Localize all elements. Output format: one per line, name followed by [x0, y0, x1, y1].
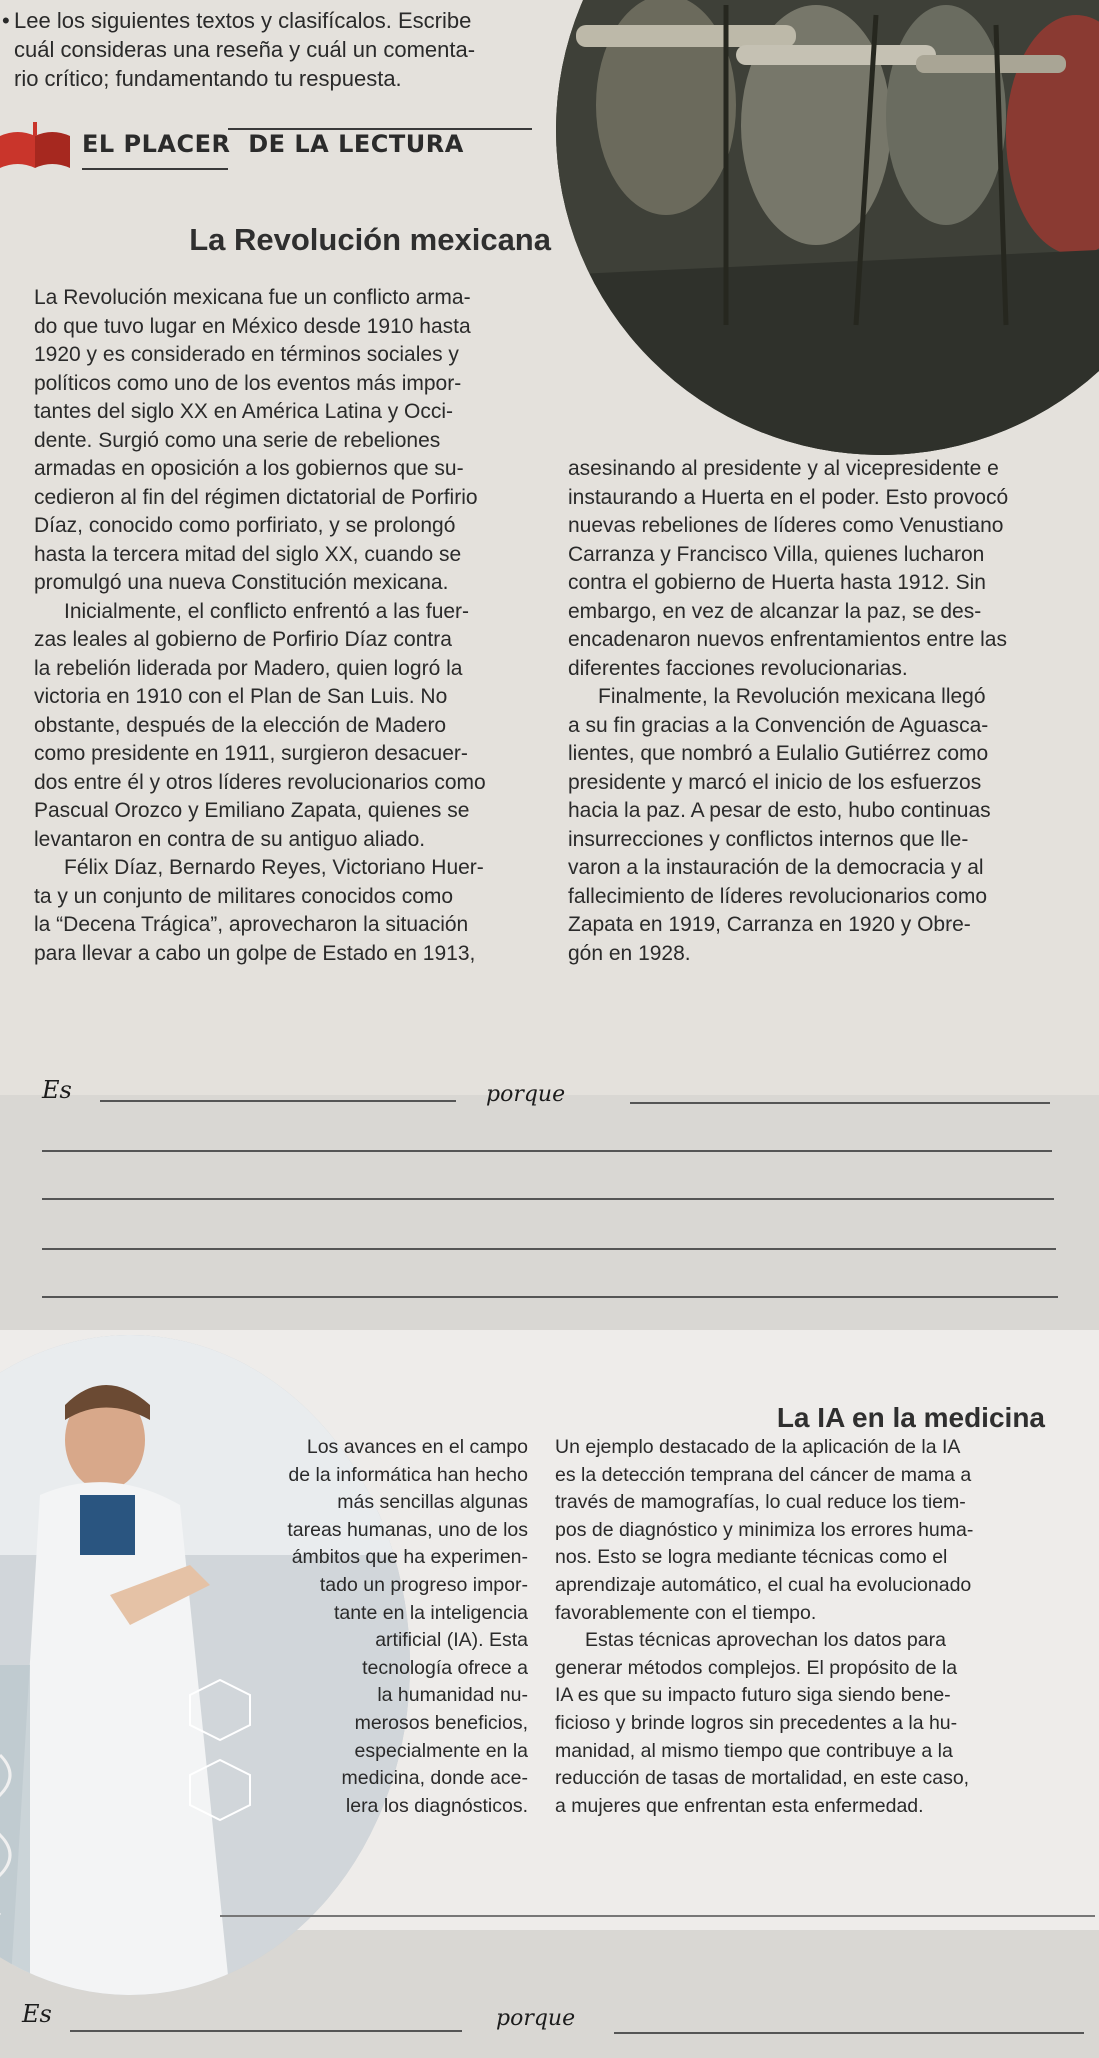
bullet: •: [2, 8, 10, 33]
text-line: como presidente en 1911, surgieron desacuer-: [34, 742, 468, 765]
text-line: favorablemente con el tiempo.: [555, 1601, 817, 1624]
header-rule: [82, 168, 228, 170]
text-line: dos entre él y otros líderes revolucionarios como: [34, 770, 486, 794]
text-line: a su fin gracias a la Convención de Aguasca-: [568, 713, 989, 737]
text-line: merosos beneficios,: [354, 1711, 528, 1734]
text-line: lera los diagnósticos.: [345, 1794, 528, 1817]
answer-line[interactable]: [100, 1100, 456, 1102]
open-book-icon: [0, 122, 70, 172]
section-title: EL PLACER DE LA LECTURA: [82, 130, 464, 158]
answer-line[interactable]: [42, 1198, 1054, 1200]
text-line: promulgó una nueva Constitución mexicana.: [34, 571, 449, 594]
text-line: Zapata en 1919, Carranza en 1920 y Obre-: [568, 913, 971, 936]
text-line: obstante, después de la elección de Madero: [34, 713, 447, 737]
text-line: a mujeres que enfrentan esta enfermedad.: [555, 1794, 924, 1817]
article-title: La IA en la medicina: [776, 1402, 1045, 1433]
text-line: lientes, que nombró a Eulalio Gutiérrez como: [568, 742, 989, 765]
text-line: para llevar a cabo un golpe de Estado en 1913,: [34, 941, 476, 965]
text-line: embargo, en vez de alcanzar la paz, se des-: [568, 599, 982, 623]
text-line: instaurando a Huerta en el poder. Esto provocó: [568, 485, 1009, 509]
text-line: Finalmente, la Revolución mexicana llegó: [598, 685, 986, 708]
text-line: más sencillas algunas: [337, 1491, 528, 1514]
text-line: es la detección temprana del cáncer de mama a: [555, 1463, 972, 1486]
text-line: Estas técnicas aprovechan los datos para: [585, 1629, 946, 1652]
text-line: victoria en 1910 con el Plan de San Luis. No: [34, 685, 448, 708]
text-line: ficioso y brinde logros sin precedentes a la hu-: [555, 1711, 958, 1734]
handwritten-porque: porque: [496, 2006, 576, 2031]
text-line: políticos como uno de los eventos más impor-: [34, 371, 462, 395]
text-line: Félix Díaz, Bernardo Reyes, Victoriano Huer-: [64, 856, 484, 879]
text-line: hacia la paz. A pesar de esto, hubo continuas: [568, 799, 991, 822]
text-line: tante en la inteligencia: [333, 1601, 528, 1624]
text-line: IA es que su impacto futuro siga siendo bene-: [555, 1684, 951, 1707]
text-line: armadas en oposición a los gobiernos que su-: [34, 457, 464, 480]
text-line: La Revolución mexicana fue un conflicto arma-: [34, 286, 471, 309]
text-line: través de mamografías, lo cual reduce los tiem-: [555, 1491, 966, 1514]
text-line: la humanidad nu-: [377, 1684, 528, 1707]
text-line: pos de diagnóstico y minimiza los errores huma-: [555, 1518, 974, 1541]
text-line: asesinando al presidente y al vicepresidente e: [568, 457, 999, 480]
text-line: la rebelión liderada por Madero, quien logró la: [34, 656, 463, 680]
text-line: Un ejemplo destacado de la aplicación de la IA: [555, 1436, 961, 1458]
text-line: artificial (IA). Esta: [375, 1629, 528, 1652]
answer-line[interactable]: [42, 1296, 1058, 1298]
text-line: Pascual Orozco y Emiliano Zapata, quienes se: [34, 799, 470, 822]
text-line: la “Decena Trágica”, aprovecharon la situación: [34, 913, 469, 936]
article2-right-column: [555, 1434, 1055, 1820]
answer-line[interactable]: [70, 2030, 462, 2032]
text-line: Inicialmente, el conflicto enfrentó a las fuer-: [64, 599, 470, 623]
text-line: ámbitos que ha experimen-: [291, 1546, 528, 1569]
article2-left-column: [180, 1434, 528, 1820]
text-line: insurrecciones y conflictos internos que lle-: [568, 827, 969, 851]
text-line: presidente y marcó el inicio de los esfuerzos: [568, 770, 982, 794]
article1-right-column: [568, 455, 1048, 968]
instruction-line: rio crítico; fundamentando tu respuesta.: [14, 66, 402, 91]
article1-left-column: [34, 284, 560, 968]
text-line: gón en 1928.: [568, 941, 691, 965]
text-line: Díaz, conocido como porfiriato, y se prolongó: [34, 514, 456, 537]
text-line: dente. Surgió como una serie de rebeliones: [34, 428, 441, 452]
section-rule: [220, 1915, 1095, 1917]
instruction-line: cuál consideras una reseña y cuál un comenta-: [14, 37, 476, 62]
text-line: zas leales al gobierno de Porfirio Díaz contra: [34, 628, 452, 651]
text-line: tareas humanas, uno de los: [287, 1518, 528, 1541]
answer-line[interactable]: [614, 2032, 1084, 2034]
text-line: nos. Esto se logra mediante técnicas como el: [555, 1546, 948, 1569]
text-line: ta y un conjunto de militares conocidos como: [34, 884, 454, 908]
text-line: cedieron al fin del régimen dictatorial de Porfirio: [34, 485, 478, 509]
text-line: fallecimiento de líderes revolucionarios como: [568, 884, 988, 908]
handwritten-es: Es: [22, 2000, 52, 2028]
text-line: reducción de tasas de mortalidad, en este caso,: [555, 1767, 970, 1790]
text-line: tantes del siglo XX en América Latina y Occi-: [34, 400, 454, 423]
text-line: encadenaron nuevos enfrentamientos entre las: [568, 628, 1007, 651]
answer-line[interactable]: [630, 1102, 1050, 1104]
text-line: diferentes facciones revolucionarias.: [568, 656, 908, 680]
text-line: varon a la instauración de la democracia y al: [568, 856, 984, 879]
text-line: tado un progreso impor-: [319, 1573, 528, 1596]
text-line: especialmente en la: [354, 1739, 528, 1762]
text-line: medicina, donde ace-: [341, 1767, 528, 1790]
text-line: do que tuvo lugar en México desde 1910 hasta: [34, 314, 471, 338]
text-line: levantaron en contra de su antiguo aliado.: [34, 827, 426, 851]
handwritten-es: Es: [42, 1076, 72, 1104]
text-line: Carranza y Francisco Villa, quienes lucharon: [568, 542, 985, 566]
instruction-line: Lee los siguientes textos y clasifícalos. Escribe: [14, 8, 472, 33]
text-line: hasta la tercera mitad del siglo XX, cuando se: [34, 542, 462, 566]
text-line: tecnología ofrece a: [362, 1656, 528, 1679]
instruction-text: [2, 6, 574, 93]
text-line: Los avances en el campo: [306, 1436, 528, 1458]
text-line: 1920 y es considerado en términos sociales y: [34, 343, 459, 366]
text-line: aprendizaje automático, el cual ha evolucionado: [555, 1573, 972, 1596]
answer-line[interactable]: [42, 1248, 1056, 1250]
text-line: contra el gobierno de Huerta hasta 1912. Sin: [568, 571, 986, 594]
handwritten-porque: porque: [486, 1082, 566, 1107]
text-line: de la informática han hecho: [288, 1463, 528, 1486]
answer-line[interactable]: [42, 1150, 1052, 1152]
text-line: generar métodos complejos. El propósito de la: [555, 1656, 958, 1679]
text-line: manidad, al mismo tiempo que contribuye a la: [555, 1739, 953, 1762]
article-title: La Revolución mexicana: [189, 222, 551, 257]
section-header: [0, 118, 560, 178]
text-line: nuevas rebeliones de líderes como Venustiano: [568, 514, 1004, 537]
